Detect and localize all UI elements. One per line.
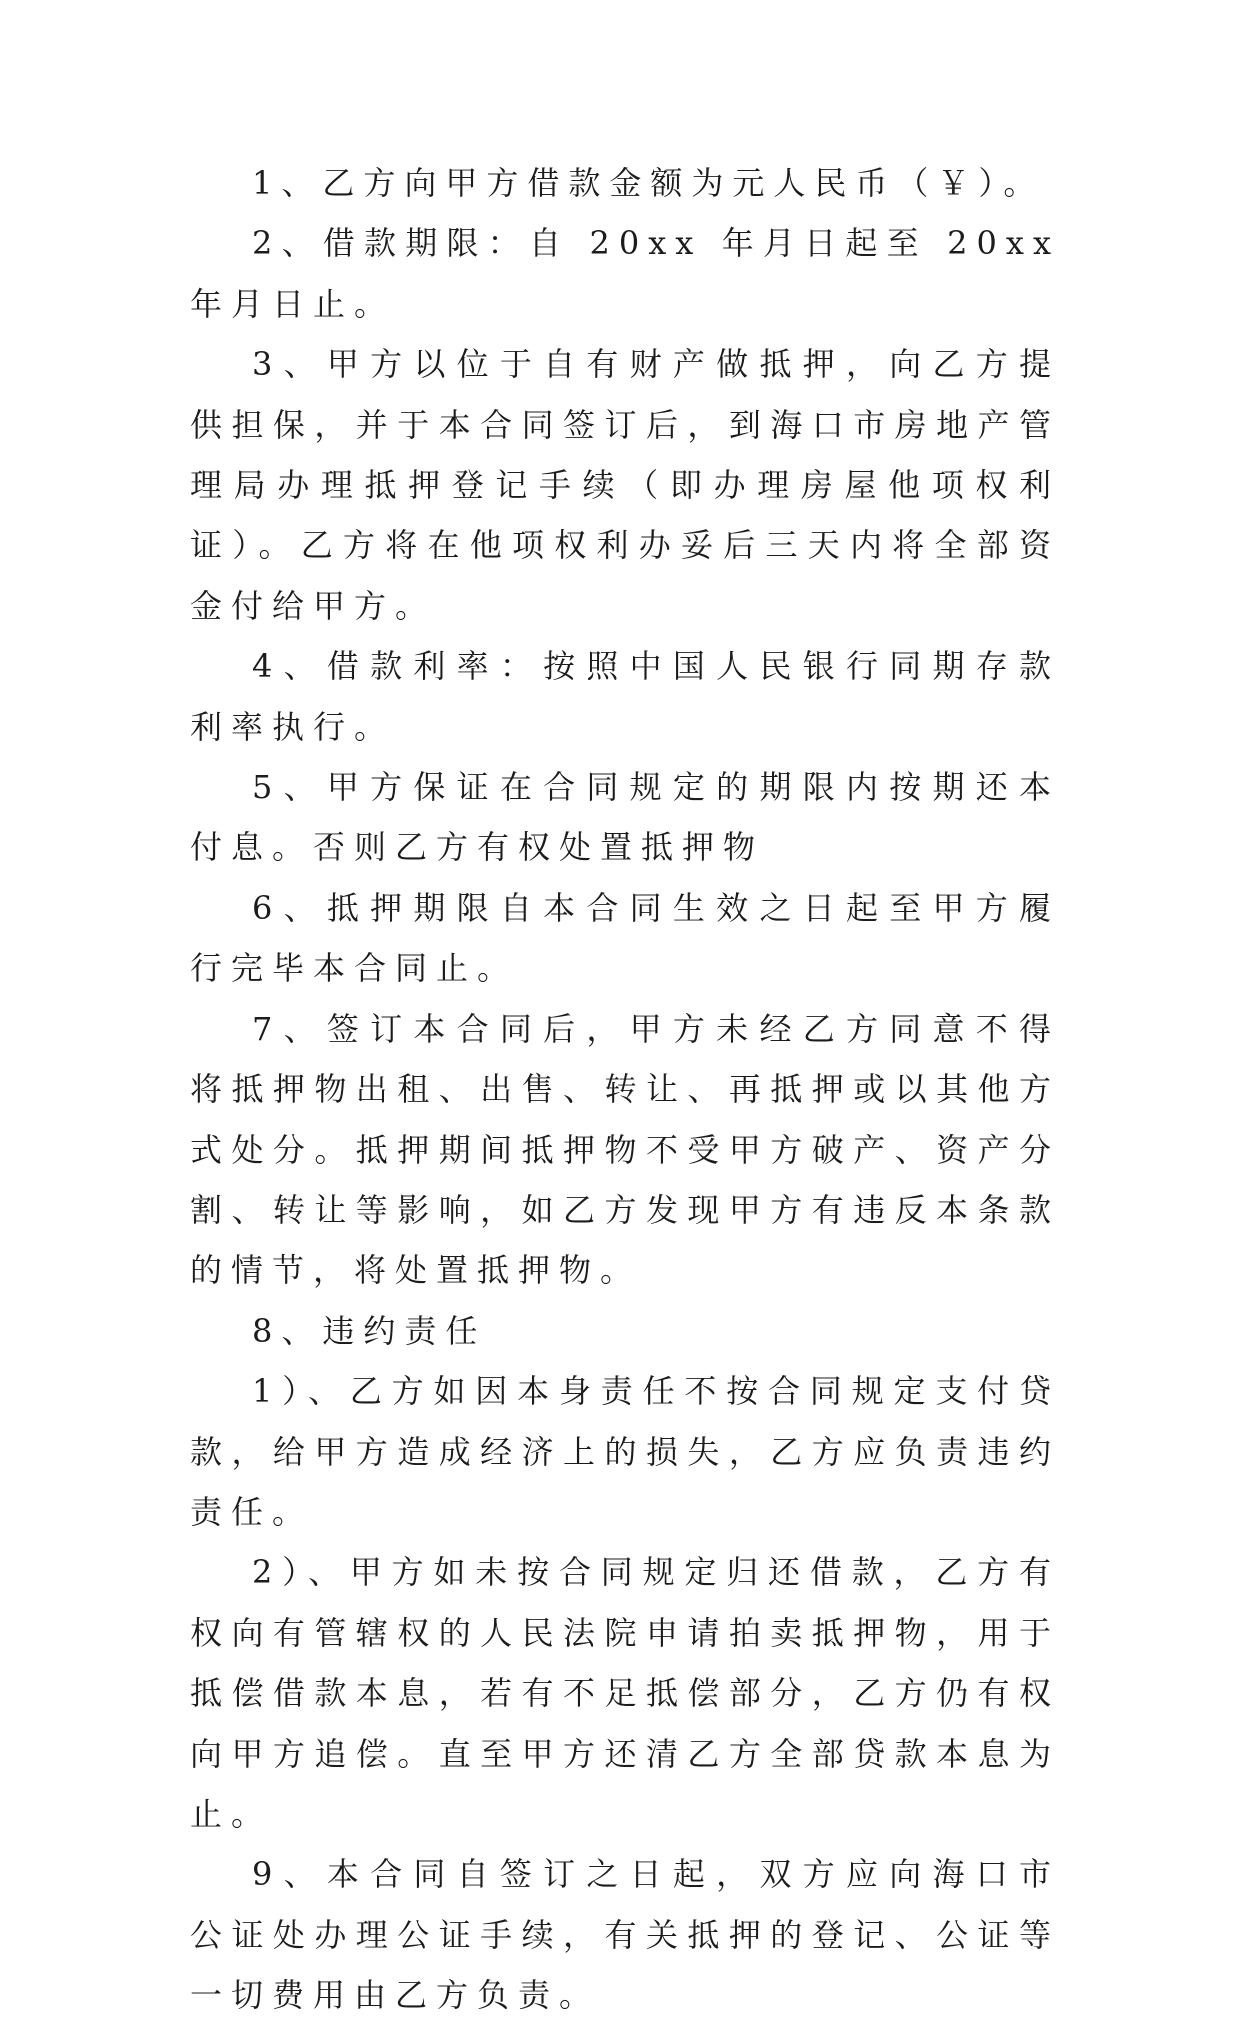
clause-7-restrictions: 7、签订本合同后，甲方未经乙方同意不得将抵押物出租、出售、转让、再抵押或以其他方式处分。抵押期间抵押物不受甲方破产、资产分割、转让等影响，如乙方发现甲方有违反本条款的情节，将处置抵押物。 xyxy=(190,1009,1060,1290)
clause-3-collateral: 3、甲方以位于自有财产做抵押，向乙方提供担保，并于本合同签订后，到海口市房地产管理局办理抵押登记手续（即办理房屋他项权利证）。乙方将在他项权利办妥后三天内将全部资金付给甲方。 xyxy=(190,345,1060,625)
clause-2-loan-term: 2、借款期限：自 20xx 年月日起至 20xx 年月日止。 xyxy=(190,224,1060,323)
document-body xyxy=(190,153,1060,2026)
clause-4-interest-rate: 4、借款利率：按照中国人民银行同期存款利率执行。 xyxy=(190,647,1060,746)
clause-8-liability-heading: 8、违约责任 xyxy=(252,1311,487,1350)
clause-5-repayment: 5、甲方保证在合同规定的期限内按期还本付息。否则乙方有权处置抵押物 xyxy=(190,768,1060,867)
clause-6-mortgage-term: 6、抵押期限自本合同生效之日起至甲方履行完毕本合同止。 xyxy=(190,888,1060,988)
clause-1-loan-amount: 1、乙方向甲方借款金额为元人民币（￥）。 xyxy=(252,164,1045,202)
clause-9-notarization: 9、本合同自签订之日起，双方应向海口市公证处办理公证手续，有关抵押的登记、公证等一切费用由乙方负责。 xyxy=(190,1855,1060,2015)
clause-8-2-party-a-liability: 2）、甲方如未按合同规定归还借款，乙方有权向有管辖权的人民法院申请拍卖抵押物，用于抵偿借款本息，若有不足抵偿部分，乙方仍有权向甲方追偿。直至甲方还清乙方全部贷款本息为止。 xyxy=(190,1553,1060,1833)
clause-8-1-party-b-liability: 1）、乙方如因本身责任不按合同规定支付贷款，给甲方造成经济上的损失，乙方应负责违约责任。 xyxy=(190,1372,1060,1531)
